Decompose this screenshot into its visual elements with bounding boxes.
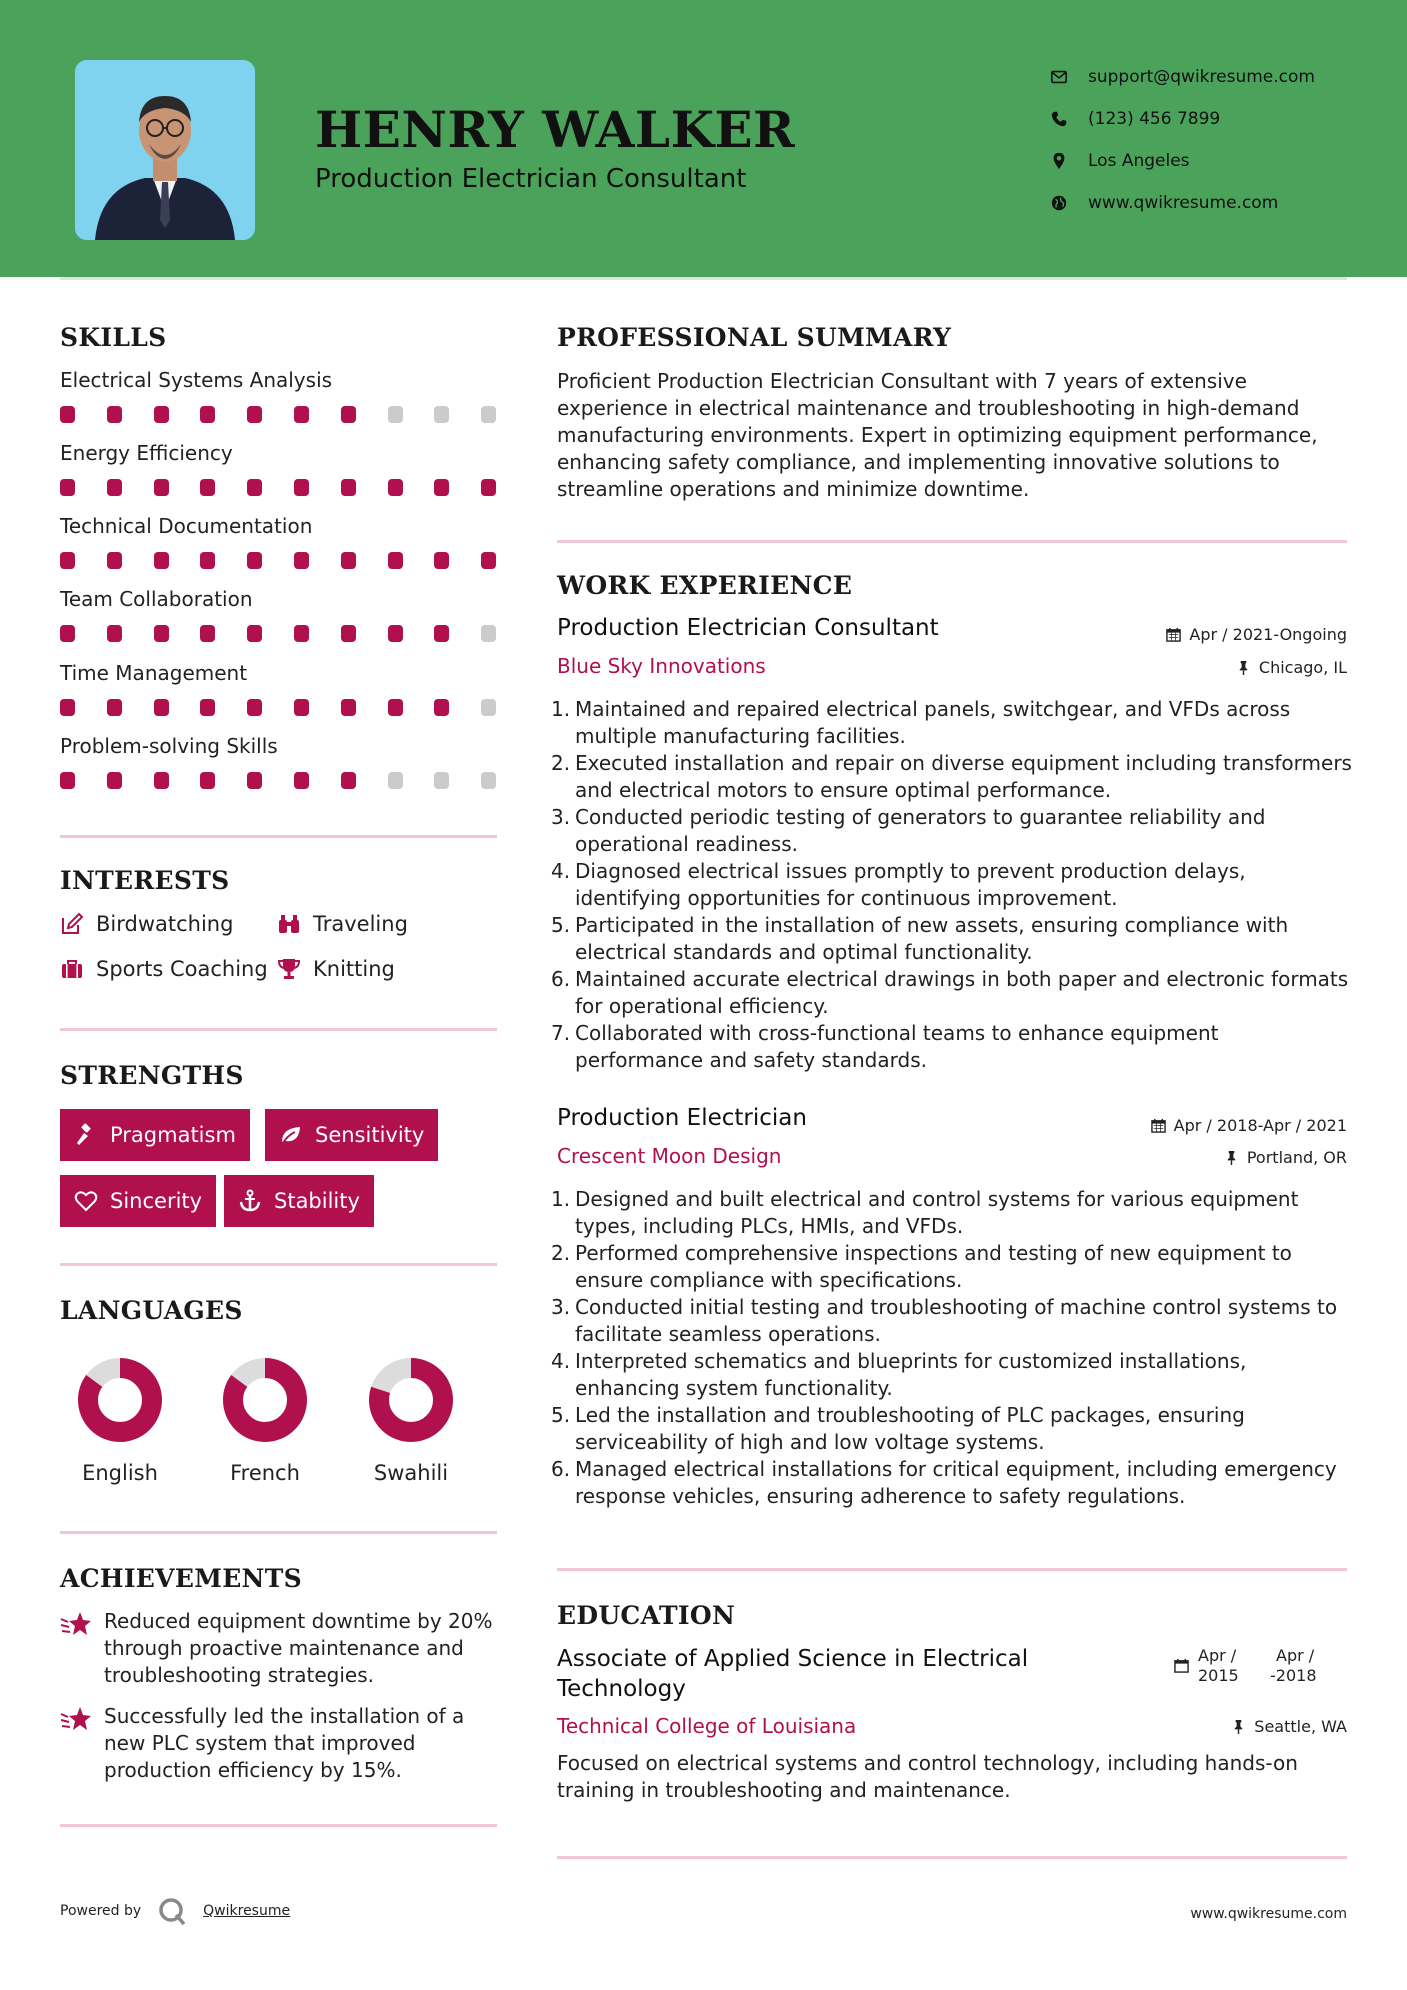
qwikresume-logo-icon	[157, 1896, 187, 1926]
contact-email-text: support@qwikresume.com	[1088, 67, 1315, 87]
rating-dot-filled	[247, 406, 262, 423]
rating-dot-filled	[107, 625, 122, 642]
summary-text: Proficient Production Electrician Consultant with 7 years of extensive experience in electrical maintenance and troubleshooting in high-demand manufacturing environments. Expert in optimizing equipment performance, enhancing safety compliance, and implementing innovative solutions to streamline operations and minimize downtime.	[557, 369, 1318, 501]
skill-name: Electrical Systems Analysis	[60, 368, 333, 392]
duty-text: Interpreted schematics and blueprints for customized installations, enhancing system functionality.	[575, 1349, 1247, 1400]
duty-text: Conducted periodic testing of generators to guarantee reliability and operational readiness.	[575, 805, 1266, 856]
education-location-text: Seattle, WA	[1254, 1717, 1347, 1736]
contact-list	[1050, 56, 1315, 224]
section-divider	[60, 1263, 497, 1266]
rating-dot-filled	[154, 552, 169, 569]
skill-name: Time Management	[60, 661, 248, 685]
phone-icon	[1050, 110, 1068, 128]
rating-dot-filled	[60, 625, 75, 642]
section-divider	[557, 1568, 1347, 1571]
duty-list	[551, 1186, 1352, 1510]
rating-dot-filled	[341, 625, 356, 642]
skill-name: Technical Documentation	[60, 514, 313, 538]
rating-dot-filled	[294, 406, 309, 423]
rating-dot-empty	[388, 772, 403, 789]
rating-dot-filled	[60, 772, 75, 789]
contact-website-text: www.qwikresume.com	[1088, 193, 1279, 213]
rating-dot-filled	[107, 772, 122, 789]
duty-item	[551, 804, 1352, 858]
globe-icon	[1050, 194, 1068, 212]
rating-dot-filled	[388, 552, 403, 569]
rating-dot-empty	[388, 406, 403, 423]
duty-number: 4.	[551, 859, 571, 883]
skill-rating	[60, 552, 500, 570]
rating-dot-filled	[294, 699, 309, 716]
rating-dot-filled	[294, 772, 309, 789]
languages-title: LANGUAGES	[60, 1296, 243, 1325]
language-label: Swahili	[373, 1461, 449, 1485]
job-date	[1151, 1116, 1347, 1135]
job-title: Production Electrician	[557, 1105, 807, 1131]
candidate-name: HENRY WALKER	[315, 100, 796, 159]
contact-website[interactable]	[1050, 182, 1315, 224]
rating-dot-filled	[341, 772, 356, 789]
strength-badge	[60, 1175, 216, 1227]
rating-dot-empty	[481, 625, 496, 642]
rating-dot-filled	[434, 552, 449, 569]
skill-name: Energy Efficiency	[60, 441, 233, 465]
skill-rating	[60, 625, 500, 643]
interest-item	[277, 912, 408, 936]
duty-number: 6.	[551, 1457, 571, 1481]
strength-badge	[265, 1109, 438, 1161]
pencil-square-icon	[60, 912, 84, 936]
strength-label: Pragmatism	[110, 1123, 236, 1147]
rating-dot-filled	[247, 699, 262, 716]
trophy-icon	[277, 957, 301, 981]
rating-dot-filled	[388, 625, 403, 642]
job-date-text: Apr / 2018-Apr / 2021	[1173, 1116, 1347, 1135]
map-pin-icon	[1050, 152, 1068, 170]
rating-dot-empty	[434, 406, 449, 423]
heart-icon	[74, 1189, 98, 1213]
achievement-text: Successfully led the installation of a new PLC system that improved production efficiency by 15%.	[104, 1704, 465, 1782]
rating-dot-filled	[107, 406, 122, 423]
header-divider	[60, 277, 1347, 280]
achievements-title: ACHIEVEMENTS	[60, 1564, 302, 1593]
gavel-icon	[74, 1123, 98, 1147]
strength-badge	[60, 1109, 250, 1161]
school-name: Technical College of Louisiana	[557, 1714, 857, 1738]
contact-phone[interactable]	[1050, 98, 1315, 140]
rating-dot-filled	[60, 406, 75, 423]
duty-number: 2.	[551, 1241, 571, 1265]
education-end-month: Apr /	[1276, 1646, 1315, 1665]
strength-badge	[224, 1175, 374, 1227]
duty-text: Managed electrical installations for critical equipment, including emergency response vehicles, ensuring adherence to safety regulations.	[575, 1457, 1337, 1508]
duty-item	[551, 1240, 1352, 1294]
language-label: English	[82, 1461, 158, 1485]
rating-dot-filled	[294, 552, 309, 569]
envelope-icon	[1050, 68, 1068, 86]
duty-number: 1.	[551, 1187, 571, 1211]
rating-dot-filled	[434, 699, 449, 716]
section-divider	[60, 1028, 497, 1031]
duty-text: Designed and built electrical and control systems for various equipment types, including PLCs, HMIs, and VFDs.	[575, 1187, 1299, 1238]
rating-dot-empty	[481, 699, 496, 716]
job-location	[1236, 658, 1347, 677]
rating-dot-filled	[107, 699, 122, 716]
rating-dot-filled	[154, 406, 169, 423]
skill-rating	[60, 699, 500, 717]
skill-name: Team Collaboration	[60, 587, 253, 611]
rating-dot-filled	[294, 479, 309, 496]
interest-label: Knitting	[313, 957, 395, 981]
duty-text: Diagnosed electrical issues promptly to prevent production delays, identifying opportunities for continuous improvement.	[575, 859, 1246, 910]
rating-dot-filled	[60, 479, 75, 496]
skill-rating	[60, 406, 500, 424]
duty-item	[551, 750, 1352, 804]
rating-dot-filled	[247, 479, 262, 496]
education-start-date	[1198, 1646, 1239, 1686]
language-item	[70, 1355, 170, 1485]
duty-text: Maintained and repaired electrical panels, switchgear, and VFDs across multiple manufacturing facilities.	[575, 697, 1291, 748]
education-end-year: 2018	[1275, 1666, 1317, 1685]
interest-label: Sports Coaching	[96, 957, 268, 981]
achievement-item	[60, 1703, 500, 1784]
rating-dot-empty	[434, 772, 449, 789]
duty-number: 1.	[551, 697, 571, 721]
rating-dot-filled	[107, 479, 122, 496]
duty-item	[551, 1456, 1352, 1510]
rating-dot-filled	[247, 625, 262, 642]
rating-dot-filled	[154, 699, 169, 716]
job-location	[1224, 1148, 1347, 1167]
duty-list	[551, 696, 1352, 1074]
rating-dot-filled	[60, 699, 75, 716]
language-donut	[75, 1355, 165, 1445]
interest-item	[60, 912, 233, 936]
job-location-text: Chicago, IL	[1258, 658, 1347, 677]
strengths-title: STRENGTHS	[60, 1061, 244, 1090]
skills-title: SKILLS	[60, 323, 167, 352]
duty-text: Maintained accurate electrical drawings in both paper and electronic formats for operational efficiency.	[575, 967, 1349, 1018]
strength-label: Stability	[274, 1189, 360, 1213]
leaf-icon	[279, 1123, 303, 1147]
resume-header	[0, 0, 1407, 277]
rating-dot-filled	[200, 479, 215, 496]
duty-text: Participated in the installation of new assets, ensuring compliance with electrical standards and optimal functionality.	[575, 913, 1289, 964]
duty-item	[551, 1402, 1352, 1456]
rating-dot-empty	[481, 406, 496, 423]
job-date	[1166, 625, 1347, 644]
rating-dot-filled	[107, 552, 122, 569]
section-divider	[60, 1531, 497, 1534]
duty-number: 4.	[551, 1349, 571, 1373]
pushpin-icon	[1236, 660, 1251, 675]
skill-rating	[60, 479, 500, 497]
interest-item	[277, 957, 395, 981]
degree-line-2: Technology	[557, 1676, 686, 1702]
achievement-item	[60, 1608, 500, 1689]
duty-item	[551, 912, 1352, 966]
interest-label: Traveling	[313, 912, 408, 936]
rating-dot-filled	[60, 552, 75, 569]
rating-dot-filled	[200, 406, 215, 423]
company-name: Crescent Moon Design	[557, 1144, 782, 1168]
rating-dot-filled	[154, 772, 169, 789]
duty-number: 3.	[551, 805, 571, 829]
contact-location-text: Los Angeles	[1088, 151, 1190, 171]
rating-dot-filled	[388, 699, 403, 716]
interests-title: INTERESTS	[60, 866, 230, 895]
interest-label: Birdwatching	[96, 912, 234, 936]
section-divider	[557, 540, 1347, 543]
education-end-prefix: -	[1270, 1666, 1276, 1685]
summary-title: PROFESSIONAL SUMMARY	[557, 323, 952, 352]
rating-dot-filled	[481, 552, 496, 569]
rating-dot-filled	[388, 479, 403, 496]
calendar-icon	[1151, 1118, 1166, 1133]
rating-dot-filled	[434, 625, 449, 642]
interest-item	[60, 957, 268, 981]
experience-title: WORK EXPERIENCE	[557, 571, 853, 600]
job-title: Production Electrician Consultant	[557, 615, 939, 641]
pushpin-icon	[1224, 1150, 1239, 1165]
duty-number: 5.	[551, 913, 571, 937]
duty-item	[551, 966, 1352, 1020]
rating-dot-filled	[294, 625, 309, 642]
rating-dot-filled	[341, 699, 356, 716]
calendar-icon	[1166, 627, 1181, 642]
section-divider	[60, 835, 497, 838]
duty-number: 6.	[551, 967, 571, 991]
language-item	[361, 1355, 461, 1485]
duty-text: Led the installation and troubleshooting of PLC packages, ensuring serviceability of high and low voltage systems.	[575, 1403, 1245, 1454]
rating-dot-filled	[341, 552, 356, 569]
duty-item	[551, 696, 1352, 750]
section-divider	[60, 1824, 497, 1827]
duty-item	[551, 858, 1352, 912]
achievement-text: Reduced equipment downtime by 20% through proactive maintenance and troubleshooting strategies.	[104, 1609, 493, 1687]
rating-dot-filled	[200, 772, 215, 789]
duty-text: Executed installation and repair on diverse equipment including transformers and electrical motors to ensure optimal performance.	[575, 751, 1352, 802]
qwikresume-link[interactable]: Qwikresume	[203, 1903, 291, 1919]
shooting-star-icon	[60, 1610, 92, 1638]
rating-dot-filled	[247, 552, 262, 569]
education-start-year: 2015	[1198, 1666, 1239, 1685]
strength-label: Sincerity	[110, 1189, 203, 1213]
profile-photo	[75, 60, 255, 240]
contact-phone-text: (123) 456 7899	[1088, 109, 1221, 129]
rating-dot-filled	[481, 479, 496, 496]
education-title: EDUCATION	[557, 1601, 736, 1630]
company-name: Blue Sky Innovations	[557, 654, 766, 678]
rating-dot-filled	[200, 625, 215, 642]
pushpin-icon	[1231, 1719, 1246, 1734]
duty-item	[551, 1348, 1352, 1402]
briefcase-icon	[60, 957, 84, 981]
duty-item	[551, 1186, 1352, 1240]
language-label: French	[230, 1461, 300, 1485]
duty-item	[551, 1294, 1352, 1348]
binoculars-icon	[277, 912, 301, 936]
candidate-role: Production Electrician Consultant	[315, 164, 747, 194]
degree-title	[557, 1644, 1028, 1704]
contact-email[interactable]	[1050, 56, 1315, 98]
duty-number: 3.	[551, 1295, 571, 1319]
duty-item	[551, 1020, 1352, 1074]
skill-rating	[60, 772, 500, 790]
anchor-icon	[238, 1189, 262, 1213]
duty-number: 2.	[551, 751, 571, 775]
education-location	[1231, 1717, 1347, 1736]
skill-name: Problem-solving Skills	[60, 734, 278, 758]
shooting-star-icon	[60, 1705, 92, 1733]
language-item	[215, 1355, 315, 1485]
education-description: Focused on electrical systems and control technology, including hands-on training in troubleshooting and maintenance.	[557, 1751, 1298, 1802]
duty-number: 7.	[551, 1021, 571, 1045]
rating-dot-filled	[341, 479, 356, 496]
rating-dot-filled	[341, 406, 356, 423]
section-divider	[557, 1856, 1347, 1859]
rating-dot-filled	[154, 625, 169, 642]
duty-text: Conducted initial testing and troubleshooting of machine control systems to facilitate seamless operations.	[575, 1295, 1338, 1346]
rating-dot-filled	[154, 479, 169, 496]
degree-line-1: Associate of Applied Science in Electrical	[557, 1646, 1029, 1672]
powered-by-text: Powered by	[60, 1903, 142, 1919]
footer-website[interactable]: www.qwikresume.com	[1190, 1906, 1347, 1922]
rating-dot-filled	[200, 552, 215, 569]
duty-text: Performed comprehensive inspections and testing of new equipment to ensure compliance with specifications.	[575, 1241, 1292, 1292]
rating-dot-filled	[200, 699, 215, 716]
rating-dot-filled	[247, 772, 262, 789]
job-date-text: Apr / 2021-Ongoing	[1189, 625, 1347, 644]
duty-number: 5.	[551, 1403, 571, 1427]
duty-text: Collaborated with cross-functional teams to enhance equipment performance and safety standards.	[575, 1021, 1219, 1072]
education-start-month: Apr /	[1198, 1646, 1237, 1665]
strength-label: Sensitivity	[315, 1123, 425, 1147]
rating-dot-empty	[481, 772, 496, 789]
education-end-date	[1270, 1646, 1317, 1686]
rating-dot-filled	[434, 479, 449, 496]
person-portrait-icon	[75, 60, 255, 240]
language-donut	[366, 1355, 456, 1445]
contact-location	[1050, 140, 1315, 182]
language-donut	[220, 1355, 310, 1445]
job-location-text: Portland, OR	[1246, 1148, 1347, 1167]
calendar-icon	[1174, 1658, 1189, 1673]
footer-powered-by	[60, 1896, 290, 1926]
